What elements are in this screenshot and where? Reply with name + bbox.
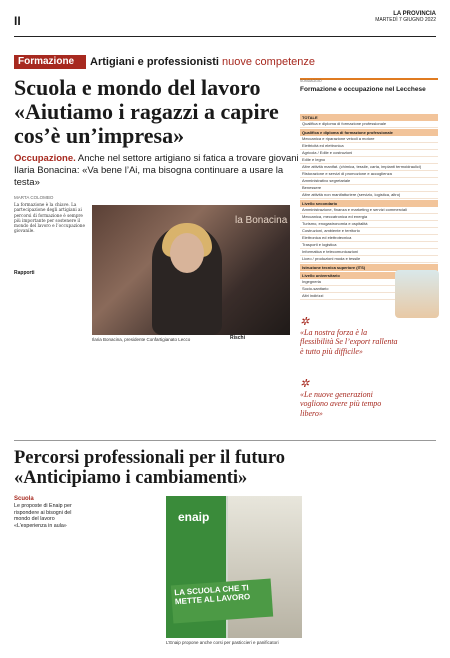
article1-photo: [92, 205, 290, 335]
table-row: Informatica e telecomunicazioni: [300, 249, 438, 256]
article1-photo-caption: Ilaria Bonacina, presidente Confartigianato Lecco: [92, 337, 191, 342]
article2-photo: [166, 496, 302, 638]
article1-kicker-text: Anche nel settore artigiano si fatica a trovare giovani Ilaria Bonacina: «Va bene l’Ai, ma bisogna continuare a usare la testa»: [14, 153, 299, 188]
gear-icon: ✲: [300, 378, 310, 390]
table-header: Qualifica e diploma di formazione professionale: [300, 129, 438, 136]
table-row: Turismo, enogastronomia e ospitalità: [300, 221, 438, 228]
table-row: Qualifica e diploma di formazione professionale: [300, 121, 438, 128]
section-title-bold: Artigiani e professionisti: [90, 56, 219, 68]
table-header: Livello universitario: [300, 272, 438, 279]
pull-quote-1-text: «La nostra forza è la flessibilità Se l’export rallenta è tutto più difficile»: [300, 327, 398, 356]
table-row: Trasporti e logistica: [300, 242, 438, 249]
masthead-name: LA PROVINCIA: [393, 11, 436, 17]
masthead-date: MARTEDÌ 7 GIUGNO 2022: [375, 17, 436, 23]
section-title: [90, 55, 315, 69]
table-row: Agricola / Edile e costruzioni: [300, 150, 438, 157]
table-row: Elettronica ed elettrotecnica: [300, 235, 438, 242]
article1-subhead-rapporti: Rapporti: [14, 270, 35, 276]
table-row: Elettricità ed elettronica: [300, 143, 438, 150]
sidebar-illustration: [395, 270, 439, 318]
table-row: Liceo / produzioni moda e tessile: [300, 256, 438, 263]
section-label: Formazione: [14, 55, 86, 69]
table-row: Edile e legno: [300, 157, 438, 164]
table-header: TOTALE: [300, 114, 438, 121]
enaip-logo: enaip: [178, 510, 210, 524]
pull-quote-2: [300, 380, 400, 418]
photo-person-face: [170, 233, 204, 273]
table-row: Amministrativo segretariale: [300, 178, 438, 185]
table-row: Benessere: [300, 185, 438, 192]
table-header: Istruzione tecnica superiore (ITS): [300, 264, 438, 271]
article2-photo-caption: L’Enaip propone anche corsi per pasticcieri e panificatori: [166, 640, 279, 645]
article1-kicker: [14, 153, 304, 189]
sidebar-kicker: SONDAGGIO: [300, 79, 322, 83]
table-row: Meccanica e riparazione veicoli a motore: [300, 136, 438, 143]
table-row: Ingegneria: [300, 279, 438, 286]
section-title-light: nuove competenze: [222, 56, 315, 68]
photo2-sign: LA SCUOLA CHE TI METTE AL LAVORO: [171, 579, 273, 624]
photo-banner: la Bonacina: [235, 215, 288, 226]
table-row: Amministrazione, finanza e marketing e servizi commerciali: [300, 207, 438, 214]
page-number: II: [14, 14, 21, 28]
article-divider: [14, 440, 436, 441]
sidebar-title: Formazione e occupazione nel Lecchese: [300, 86, 426, 93]
table-row: Socio-sanitario: [300, 286, 438, 293]
article1-subhead-rischi: Rischi: [230, 335, 246, 341]
table-row: Altre attività manifat. (chimica, tessile, carta, impianti termoidraulici): [300, 164, 438, 171]
table-row: Costruzioni, ambiente e territorio: [300, 228, 438, 235]
gear-icon: ✲: [300, 316, 310, 328]
masthead: [375, 11, 436, 23]
table-row: Altre attività non manifatturiere (servizio, logistica, altro): [300, 192, 438, 199]
article1-kicker-lead: Occupazione.: [14, 153, 76, 164]
table-header: Livello secondario: [300, 200, 438, 207]
article2-headline: Percorsi professionali per il futuro «Anticipiamo i cambiamenti»: [14, 448, 285, 488]
article2-subhead: Le proposte di Enaip per rispondere ai bisogni del mondo del lavoro «L’esperienza in aula»: [14, 503, 72, 529]
top-rule: [14, 36, 436, 37]
table-row: Altri indirizzi: [300, 293, 438, 300]
article2-sub-label: Scuola: [14, 496, 34, 502]
article1-headline: Scuola e mondo del lavoro «Aiutiamo i ragazzi a capire cos’è un’impresa»: [14, 75, 279, 148]
table-row: Ristorazione e servizi di promozione e accoglienza: [300, 171, 438, 178]
pull-quote-2-text: «Le nuove generazioni vogliono avere più tempo libero»: [300, 389, 382, 418]
article1-byline: MARTA COLOMBO: [14, 195, 54, 200]
article1-body-col1: La formazione è la chiave. La partecipazione degli artigiani ai percorsi di formazione è sempre più importante per sostenere il mondo del lavoro e l’occupazione giovanile.: [14, 202, 85, 234]
pull-quote-1: [300, 318, 400, 356]
table-row: Meccanica, meccatronica ed energia: [300, 214, 438, 221]
